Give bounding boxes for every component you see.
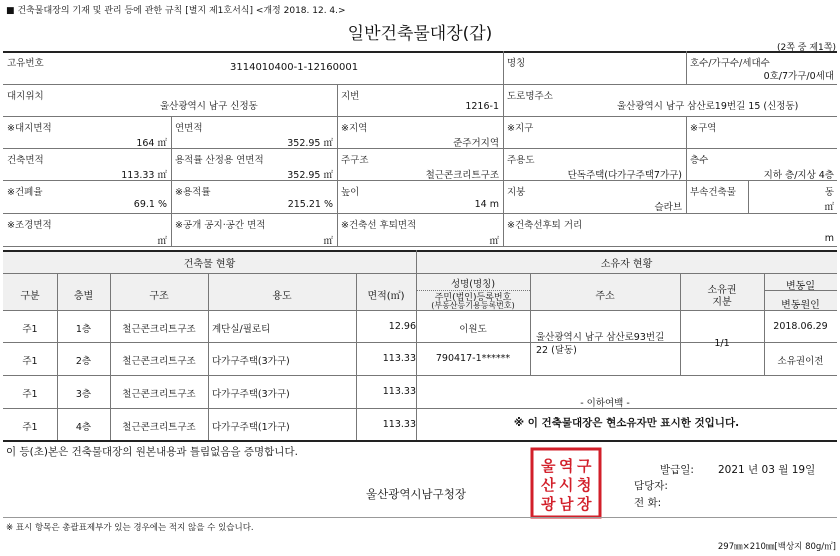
form-regulation-note: ■ 건축물대장의 기재 및 관리 등에 관한 규칙 [별지 제1호서식] <개정 2018. 12. 4.> — [6, 6, 346, 16]
table-row-3-area: 113.33 — [382, 386, 416, 397]
owner-share: 1/1 — [714, 338, 730, 349]
floor-area-ratio-value: 215.21 % — [287, 199, 333, 210]
issue-date-label: 발급일: — [660, 464, 694, 476]
floor-area-ratio-label: ※용적률 — [175, 187, 211, 198]
main-use-label: 주용도 — [507, 155, 535, 166]
change-reason: 소유권이전 — [777, 356, 824, 367]
site-area-label: ※대지면적 — [7, 123, 52, 134]
table-row-1-area: 12.96 — [388, 321, 416, 332]
coverage-ratio-value: 69.1 % — [133, 199, 167, 210]
table-row-3-floor: 3층 — [75, 389, 92, 400]
height-label: 높이 — [341, 187, 360, 198]
col-owner-name: 성명(명칭) — [450, 279, 496, 290]
col-change-reason: 변동원인 — [781, 300, 820, 311]
main-structure-label: 주구조 — [341, 155, 369, 166]
building-area-label: 건축면적 — [7, 155, 44, 166]
svg-text:광: 광 — [541, 495, 556, 513]
col-share-2: 지분 — [712, 297, 732, 308]
table-row-3-structure: 철근콘크리트구조 — [122, 389, 196, 400]
page-title: 일반건축물대장(갑) — [347, 24, 493, 44]
setback-area-label: ※건축선 후퇴면적 — [341, 220, 417, 231]
public-space-area-unit: ㎡ — [323, 236, 333, 247]
svg-text:청: 청 — [577, 476, 592, 494]
main-structure-value: 철근콘크리트구조 — [425, 170, 499, 181]
coverage-ratio-label: ※건폐율 — [7, 187, 43, 198]
annex-area-unit: ㎡ — [824, 202, 834, 213]
table-row-3-gubun: 주1 — [22, 389, 38, 400]
svg-text:장: 장 — [577, 495, 592, 513]
building-area-value: 113.33 ㎡ — [121, 170, 167, 181]
issue-date-value: 2021 년 03 월 19일 — [718, 464, 816, 476]
table-row-2-structure: 철근콘크리트구조 — [122, 356, 196, 367]
table-row-4-gubun: 주1 — [22, 422, 38, 433]
main-use-value: 단독주택(다가구주택7가구) — [567, 170, 682, 181]
page-count: (2쪽 중 제1쪽) — [777, 43, 836, 53]
owner-address: 울산광역시 남구 삼산로93번길 22 (달동) — [536, 332, 665, 356]
site-location-label: 대지위치 — [7, 91, 44, 102]
zone-label: ※지역 — [341, 123, 368, 134]
unique-number-value: 3114010400-1-12160001 — [230, 62, 359, 73]
site-area-value: 164 ㎡ — [136, 138, 167, 149]
phone-label: 전 화: — [634, 497, 662, 509]
floors-value: 지하 층/지상 4층 — [763, 170, 834, 181]
lot-number-value: 1216-1 — [465, 101, 499, 112]
lot-number-label: 지번 — [341, 91, 360, 102]
col-reg-number: 주민(법인)등록번호 — [434, 293, 512, 303]
current-owner-note: ※ 이 건축물대장은 현소유자만 표시한 것입니다. — [513, 417, 740, 429]
col-change-date: 변동일 — [786, 281, 815, 292]
svg-text:울: 울 — [541, 457, 556, 475]
building-status-title: 건축물 현황 — [183, 259, 236, 270]
table-row-2-gubun: 주1 — [22, 356, 38, 367]
table-row-1-gubun: 주1 — [22, 324, 38, 335]
table-row-3-use: 다가구주택(3가구) — [212, 389, 290, 400]
issuing-authority: 울산광역시남구청장 — [366, 487, 466, 501]
roof-value: 슬라브 — [654, 202, 682, 213]
roof-label: 지붕 — [507, 187, 526, 198]
col-share-1: 소유권 — [707, 285, 737, 296]
height-value: 14 m — [474, 199, 499, 210]
units-value: 0호/7가구/0세대 — [763, 71, 834, 82]
owner-status-title: 소유자 현황 — [600, 259, 653, 270]
landscape-area-label: ※조경면적 — [7, 220, 52, 231]
certification-statement: 이 등(초)본은 건축물대장의 원본내용과 틀림없음을 증명합니다. — [6, 446, 298, 458]
col-reg-number-sub: (부동산등기용등록번호) — [431, 301, 515, 310]
table-row-4-area: 113.33 — [382, 419, 416, 430]
annex-count-unit: 동 — [824, 187, 834, 198]
owner-name: 이원도 — [459, 324, 487, 335]
site-location-value: 울산광역시 남구 신정동 — [160, 101, 258, 112]
footer-note: ※ 표시 항목은 총괄표제부가 있는 경우에는 적지 않을 수 있습니다. — [6, 523, 254, 533]
total-floor-area-label: 연면적 — [175, 123, 203, 134]
zone-value: 준주거지역 — [453, 138, 499, 149]
far-floor-area-label: 용적률 산정용 연면적 — [175, 155, 264, 166]
table-row-2-floor: 2층 — [75, 356, 92, 367]
col-structure: 구조 — [149, 291, 169, 302]
road-address-value: 울산광역시 남구 삼산로19번길 15 (신정동) — [617, 101, 799, 112]
landscape-area-unit: ㎡ — [157, 236, 167, 247]
change-date: 2018.06.29 — [773, 321, 828, 332]
public-space-area-label: ※공개 공지·공간 면적 — [175, 220, 266, 231]
svg-text:시: 시 — [559, 476, 574, 494]
owner-reg-number: 790417-1****** — [435, 353, 511, 364]
annex-building-label: 부속건축물 — [690, 187, 736, 198]
clerk-label: 담당자: — [634, 480, 668, 492]
table-row-1-structure: 철근콘크리트구조 — [122, 324, 196, 335]
sector-label: ※구역 — [690, 123, 717, 134]
setback-distance-unit: m — [824, 233, 834, 244]
table-row-1-use: 계단실/필로티 — [212, 324, 271, 335]
table-row-4-use: 다가구주택(1가구) — [212, 422, 290, 433]
units-label: 호수/가구수/세대수 — [690, 58, 770, 69]
table-row-4-floor: 4층 — [75, 422, 92, 433]
table-row-2-area: 113.33 — [382, 353, 416, 364]
setback-area-unit: ㎡ — [489, 236, 499, 247]
col-area: 면적(㎡) — [367, 291, 405, 302]
road-address-label: 도로명주소 — [507, 91, 553, 102]
paper-spec: 297㎜×210㎜[백상지 80g/㎡] — [717, 542, 836, 552]
building-name-label: 명칭 — [507, 58, 526, 69]
unique-number-label: 고유번호 — [7, 58, 44, 69]
col-floor: 층별 — [73, 291, 94, 302]
svg-text:남: 남 — [559, 495, 574, 513]
district-label: ※지구 — [507, 123, 534, 134]
total-floor-area-value: 352.95 ㎡ — [287, 138, 333, 149]
col-address: 주소 — [595, 291, 615, 302]
col-use: 용도 — [272, 291, 292, 302]
floors-label: 층수 — [690, 155, 709, 166]
table-row-1-floor: 1층 — [75, 324, 92, 335]
svg-text:구: 구 — [577, 457, 592, 475]
col-gubun: 구분 — [20, 291, 40, 302]
table-row-2-use: 다가구주택(3가구) — [212, 356, 290, 367]
far-floor-area-value: 352.95 ㎡ — [287, 170, 333, 181]
table-row-4-structure: 철근콘크리트구조 — [122, 422, 196, 433]
official-seal-image — [530, 447, 602, 519]
setback-distance-label: ※건축선후퇴 거리 — [507, 220, 583, 231]
svg-text:산: 산 — [541, 476, 556, 494]
below-blank-note: - 이하여백 - — [580, 398, 630, 409]
svg-text:역: 역 — [559, 457, 574, 475]
